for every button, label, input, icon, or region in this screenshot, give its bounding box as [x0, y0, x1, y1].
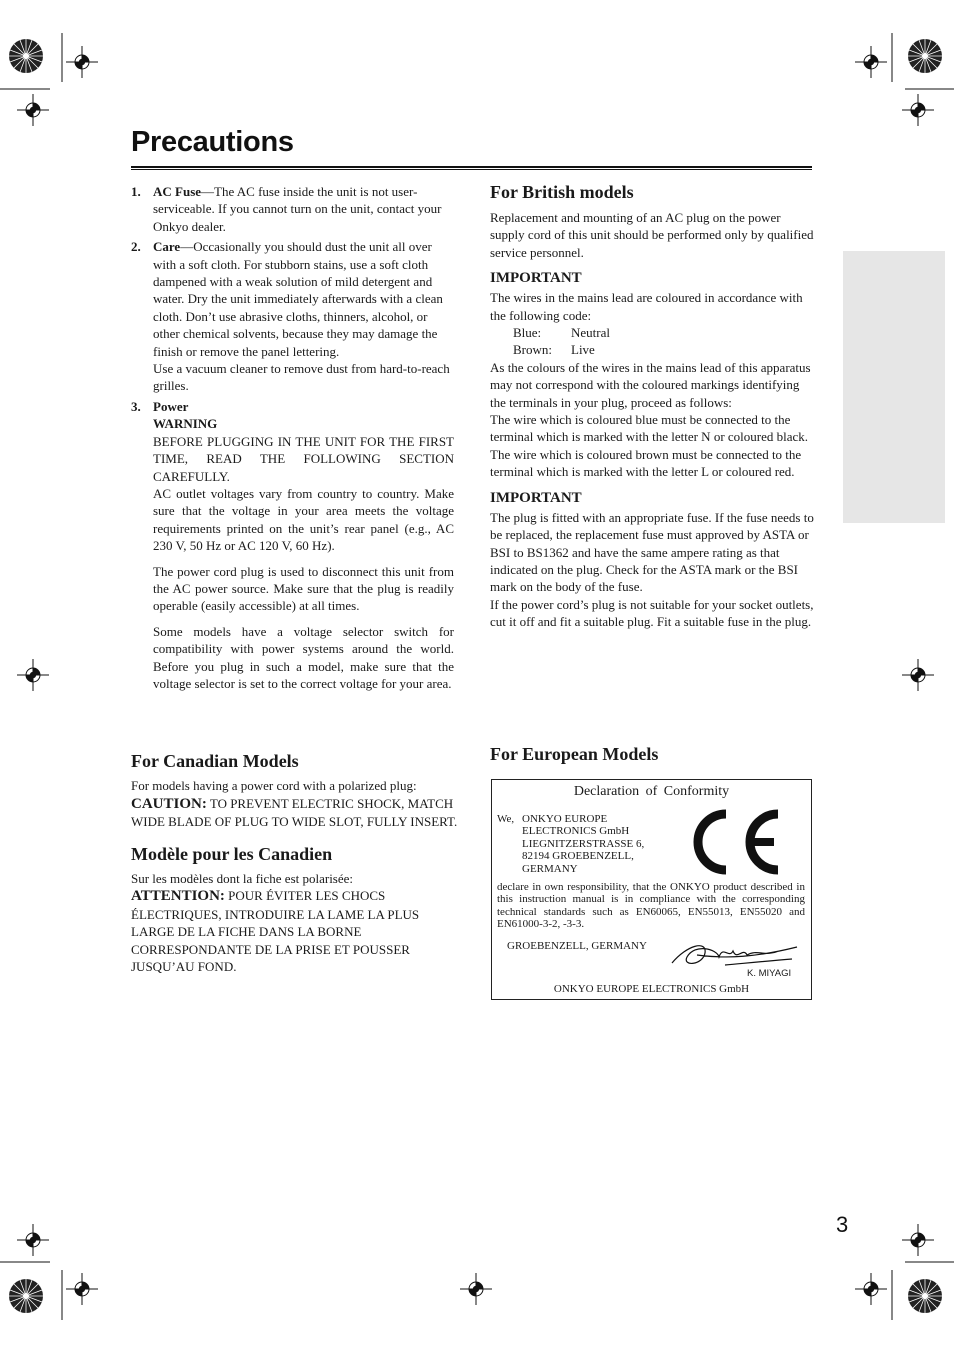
attention-label: ATTENTION: [131, 888, 225, 904]
canadian-heading: For Canadian Models [131, 751, 299, 771]
european-heading: For European Models [490, 744, 659, 764]
blue-wire-text: The wire which is coloured blue must be connected to the terminal which is marked with the letter N or coloured black. [490, 412, 809, 445]
caution-label: CAUTION: [131, 795, 207, 812]
declaration-footer: ONKYO EUROPE ELECTRONICS GmbH [553, 983, 750, 995]
brown-wire-text: The wire which is coloured brown must be connected to the terminal which is marked with the letter L or coloured red. [490, 446, 802, 480]
left-column [131, 183, 454, 695]
declaration-signer: K. MIYAGI [747, 968, 792, 979]
canadian-intro: For models having a power cord with a polarized plug: [131, 778, 417, 793]
canadian-section [131, 750, 461, 976]
british-heading: For British models [490, 182, 634, 202]
item-term: Care [153, 239, 181, 255]
french-intro: Sur les modèles dont la fiche est polarisée: [131, 870, 354, 886]
british-intro: Replacement and mounting of an AC plug on the power supply cord of this unit should be performed only by qualified service personnel. [490, 210, 814, 260]
wires-text: The wires in the mains lead are coloured in accordance with the following code: [490, 290, 803, 323]
wire-code-row: Blue: Neutral [513, 325, 610, 341]
page-number: 3 [836, 1212, 849, 1237]
list-item-power: 3. Power WARNING BEFORE PLUGGING IN THE UNIT FOR THE FIRST TIME, READ THE FOLLOWING SECTION CAREFULLY. AC outlet voltages vary from country to country. Make sure that the voltage in your area meets the voltage requirements printed on the unit’s rear panel (e.g., AC 230 V, 50 Hz or AC 120 V, 60 Hz). The power cord plug is used to disconnect this unit from the AC power source. Make sure that the plug is readily operable (easily accessible) at all times. Some models have a voltage selector switch for compatibility with power systems around the world. Before you plug in such a model, make sure that the voltage selector is set to the correct voltage for your area. [131, 398, 454, 691]
colours-text: As the colours of the wires in the mains lead of this apparatus may not correspond with the coloured markings identifying the terminals in your plug, proceed as follows: [490, 359, 811, 410]
attention-text: POUR ÉVITER LES CHOCS ÉLECTRIQUES, INTRODUIRE LA LAME LA PLUS LARGE DE LA FICHE DANS LA BORNE CORRESPONDANTE DE LA PRISE ET POUSSER JUSQU’AU FOND. [131, 888, 420, 974]
caution-text: TO PREVENT ELECTRIC SHOCK, MATCH WIDE BLADE OF PLUG TO WIDE SLOT, FULLY INSERT. [131, 795, 458, 829]
declaration-place: GROEBENZELL, GERMANY [507, 940, 647, 952]
british-section [490, 181, 814, 631]
item-term: Power [153, 398, 189, 414]
important-heading: IMPORTANT [490, 270, 582, 287]
power-paragraph-2: The power cord plug is used to disconnect this unit from the AC power source. Make sure that the plug is readily operable (easily accessible) at all times. [153, 563, 454, 614]
declaration-we: We, [497, 813, 515, 825]
declaration-body: declare in own responsibility, that the ONKYO product described in this instruction manual is in compliance with the corresponding technical standards such as EN60065, EN55013, EN55020 and EN61000-3-2, -3-3. [497, 881, 805, 931]
page-title: Precautions [131, 126, 294, 158]
declaration-address: ONKYO EUROPE ELECTRONICS GmbH LIEGNITZERSTRASSE 6, 82194 GROEBENZELL, GERMANY [522, 813, 645, 875]
power-paragraph-3: Some models have a voltage selector switch for compatibility with power systems around the world. Before you plug in such a model, make sure that the voltage selector is set to the correct voltage for your area. [153, 623, 454, 691]
list-item: 2. Care—Occasionally you should dust the unit all over with a soft cloth. For stubborn stains, use a soft cloth dampened with a weak solution of mild detergent and water. Dry the unit immediately afterwards with a clean cloth. Don’t use abrasive cloths, thinners, alcohol, or other chemical solvents, because they may damage the finish or remove the panel lettering. Use a vacuum cleaner to remove dust from hard-to-reach grilles. [131, 238, 454, 395]
list-item: 1. AC Fuse—The AC fuse inside the unit is not user-serviceable. If you cannot turn on the unit, contact your Onkyo dealer. [131, 184, 442, 234]
declaration-title: Declaration of Conformity [573, 784, 730, 799]
power-paragraph-1: AC outlet voltages vary from country to country. Make sure that the voltage in your area meets the voltage requirements printed on the unit’s rear panel (e.g., AC 230 V, 50 Hz or AC 120 V, 60 Hz). [153, 485, 454, 554]
cord-text: If the power cord’s plug is not suitable for your socket outlets, cut it off and fit a suitable plug. Fit a suitable fuse in the plug. [490, 596, 814, 630]
fuse-text: The plug is fitted with an appropriate fuse. If the fuse needs to be replaced, the replacement fuse must approved by ASTA or BSI to BS1362 and have the same ampere rating as that indicated on the plug. Check for the ASTA mark or the BSI mark on the body of the fuse. [490, 509, 814, 595]
item-text: —Occasionally you should dust the unit all over with a soft cloth. For stubborn stains, use a soft cloth dampened with a weak solution of mild detergent and water. Dry the unit immediately afterwards with a clean cloth. Don’t use abrasive cloths, thinners, alcohol, or other chemical solvents, because they may damage the finish or remove the panel lettering. [153, 239, 443, 359]
french-heading: Modèle pour les Canadien [131, 843, 333, 864]
section-tab [843, 251, 945, 523]
item-text: —The AC fuse inside the unit is not user-serviceable. If you cannot turn on the unit, contact your Onkyo dealer. [153, 184, 442, 234]
item-extra: Use a vacuum cleaner to remove dust from hard-to-reach grilles. [153, 361, 450, 394]
signature-icon [667, 935, 802, 971]
wire-code-row: Brown: Live [513, 342, 595, 358]
item-term: AC Fuse [153, 184, 202, 199]
declaration-box [491, 779, 812, 1000]
title-rule [131, 166, 812, 170]
important-heading: IMPORTANT [490, 489, 582, 506]
warning-text: BEFORE PLUGGING IN THE UNIT FOR THE FIRST TIME, READ THE FOLLOWING SECTION CAREFULLY. [153, 433, 454, 484]
ce-mark-icon [682, 804, 782, 880]
european-section [490, 743, 814, 771]
warning-label: WARNING [153, 416, 218, 432]
